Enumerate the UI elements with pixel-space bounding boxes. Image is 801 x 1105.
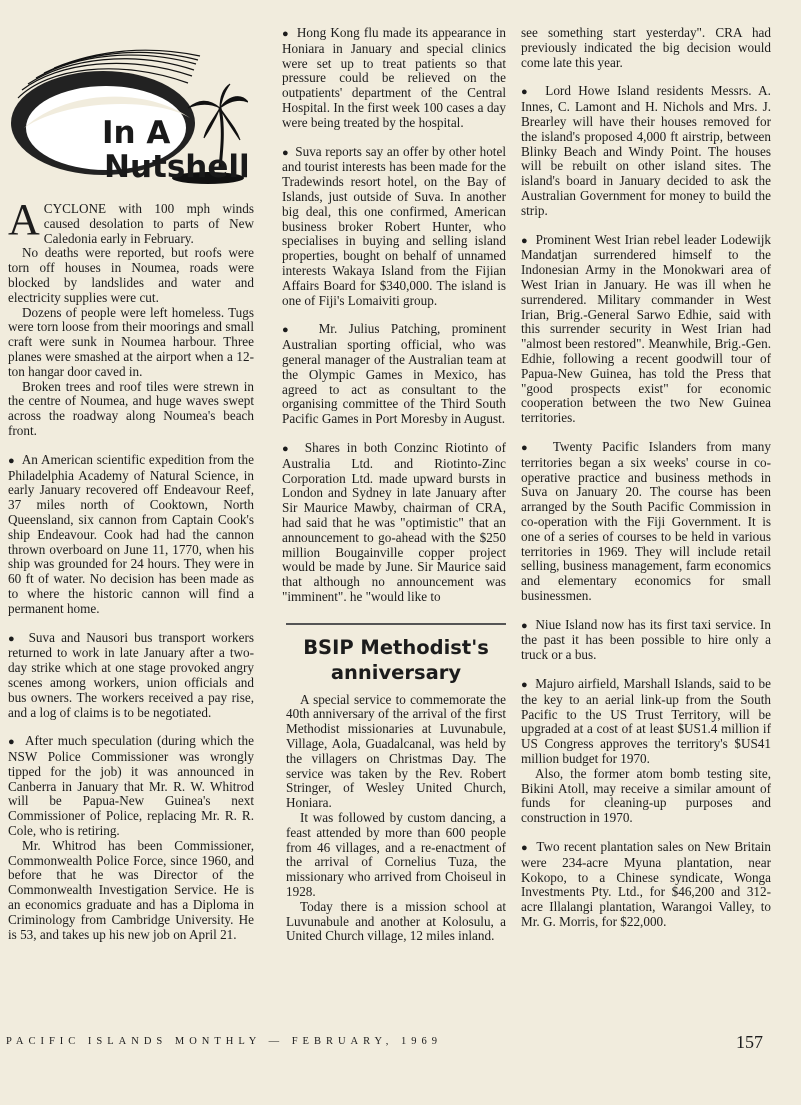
masthead [8,28,248,188]
cyclone-paragraph-2: No deaths were reported, but roofs were torn off houses in Noumea, roads were blocked by landslides and water and electricity supplies were cut. [8,245,254,305]
hong-kong-flu-story: ● Hong Kong flu made its appearance in Honiara in January and special clinics were set up to treat patients so that pressure could be relieved on the outpatients' department of the Central Hospital. In the first week 100 cases a day were being treated by the hospital. [282,26,506,131]
masthead-line-2: Nutshell [104,149,250,185]
drop-cap: A [8,195,40,244]
shares-story: ● Shares in both Conzinc Riotinto of Australia Ltd. and Riotinto-Zinc Corporation Ltd. made upward bursts in London and Sydney in late January after Sir Maurice Mawby, chairman of CRA, had said that he was "optimistic" that an announcement to go-ahead with the $250 million Bougainville copper project would be made by June. Sir Maurice said that although no announcement was "imminent". he "would like to [282,441,506,605]
plantation-sales-story: ● Two recent plantation sales on New Britain were 234-acre Myuna plantation, near Kokopo, to a Chinese syndicate, Wonga Investments Pty. Ltd., for $46,200 and 312-acre Illalangi plantation, Warangoi Valley, to Mr. G. Morris, for $22,000. [521,840,771,930]
lord-howe-story: ● Lord Howe Island residents Messrs. A. Innes, C. Lamont and H. Nichols and Mrs. J. Brearley will have their houses removed for the island's proposed 4,000 ft airstrip, between Blinky Beach and Windy Point. The houses will be rebuilt on other island sites. The island's board in January decided to ask the Australian Government for money to build the strip. [521,84,771,218]
page-number: 157 [736,1032,763,1052]
cyclone-paragraph-4: Broken trees and roof tiles were strewn in the centre of Noumea, and huge waves swept across the roadway along Noumea's beach front. [8,378,254,438]
majuro-paragraph-2: Also, the former atom bomb testing site, Bikini Atoll, may receive a similar amount of funds for cleaning-up purposes and construction in 1970. [521,765,771,826]
cannon-story: ● An American scientific expedition from the Philadelphia Academy of Natural Science, in early January recovered off Endeavour Reef, 37 miles north of Cooktown, North Queensland, six cannon from Captain Cook's ship Endeavour. Cook had had the cannon thrown overboard on June 11, 1770, when his ship was grounded for 24 hours. They were in 60 ft of water. No decision has been made as to where the historic cannon will find a permanent home. [8,453,254,617]
cyclone-paragraph-1: ACYCLONE with 100 mph winds caused desolation to parts of New Caledonia early in February. [8,195,254,246]
methodist-headline: BSIP Methodist's anniversary [303,635,489,684]
masthead-line-1: In A [102,115,171,151]
suva-hotel-story: ● Suva reports say an offer by other hotel and tourist interests has been made for the Tradewinds resort hotel, on the Bay of Islands, just outside of Suva. In another big deal, this one confirmed, American business broker Robert Hunter, who specialises in buying and selling island properties, bought on behalf of unnamed interests Wakaya Island from the Fijian Affairs Board for $340,000. The island is one of Fiji's Lomaiviti group. [282,145,506,309]
column-3 [521,26,771,930]
masthead-title [102,116,250,184]
bus-strike-story: ● Suva and Nausori bus transport workers returned to work in late January after a two-day strike which at one stage provoked angry scenes among workers, union officials and bus owners. The workers received a pay rise, and a log of claims is to be negotiated. [8,631,254,721]
west-irian-story: ● Prominent West Irian rebel leader Lodewijk Mandatjan surrendered himself to the Indonesian Army in the Monokwari area of West Irian in January. He was ill when he surrendered. Military commander in West Irian, Brig.-General Sarwo Edhie, said with this surrender security in West Irian had "almost been restored". Meanwhile, Brig.-Gen. Edhie, following a recent goodwill tour of Papua-New Guinea, has told the Press that "good prospects exist" for economic cooperation between the two New Guinea territories. [521,233,771,426]
column-1-stories [8,195,254,942]
police-commissioner-story: ● After much speculation (during which the NSW Police Commissioner was wrongly tipped for the job) it was announced in Canberra in January that Mr. R. W. Whitrod will be Papua-New Guinea's next Commissioner of Police, replacing Mr. R. R. Cole, who is retiring. [8,734,254,839]
majuro-airfield-story: ● Majuro airfield, Marshall Islands, said to be the key to an aerial link-up from the South Pacific to the US Trust Territory, will be upgraded at a cost of at least $US1.4 million if US Congress approves the territory's $US41 million budget for 1970. [521,677,771,767]
methodist-paragraph-1: A special service to commemorate the 40th anniversary of the arrival of the first Methodist missionaries at Luvunabule, Village, Aola, Guadalcanal, was held by the villagers on Christmas Day. The service was taken by the Rev. Robert Stringer, of Wesley United Church, Honiara. [286,691,506,811]
publication-line: PACIFIC ISLANDS MONTHLY — FEBRUARY, 1969 [6,1036,443,1047]
methodist-paragraph-2: It was followed by custom dancing, a feast attended by more than 600 people from 46 villages, and a re-enactment of the arrival of Cornelius Tuza, the missionary who arrived from Choiseul in 1928. [286,810,506,900]
police-commissioner-paragraph-2: Mr. Whitrod has been Commissioner, Commonwealth Police Force, since 1960, and before that he was Director of the Commonwealth Investigation Service. He is an economics graduate and has a Diploma in Criminology from Cambridge University. He is 53, and takes up his new job on April 21. [8,837,254,942]
column-1 [0,0,262,942]
cyclone-paragraph-3: Dozens of people were left homeless. Tugs were torn loose from their moorings and small craft were sunk in Noumea harbour. Three planes were smashed at the airport when a 12-ton hangar door caved in. [8,304,254,379]
column-2 [256,26,506,944]
methodist-paragraph-3: Today there is a mission school at Luvunabule and another at Kolosulu, a United Church village, 12 miles inland. [286,898,506,944]
page-footer [0,1030,801,1056]
shares-story-continued: see something start yesterday". CRA had previously indicated the big decision would come late this year. [521,25,771,70]
niue-taxi-story: ● Niue Island now has its first taxi service. In the past it has been possible to hire only a truck or a bus. [521,618,771,663]
section-divider [286,623,506,625]
co-operative-course-story: ● Twenty Pacific Islanders from many territories began a six weeks' course in co-operative practice and business methods in Suva on January 20. The course has been arranged by the South Pacific Commission in co-operation with the Fiji Government. It is one of a series of courses to be held in various territories in 1969. They will include retail selling, business management, farm economics and elementary economics for small businessmen. [521,440,771,604]
patching-story: ● Mr. Julius Patching, prominent Australian sporting official, who was general manager of the Australian team at the Olympic Games in Mexico, has agreed to act as consultant to the organising committee of the Third South Pacific Games in Port Moresby in August. [282,322,506,427]
